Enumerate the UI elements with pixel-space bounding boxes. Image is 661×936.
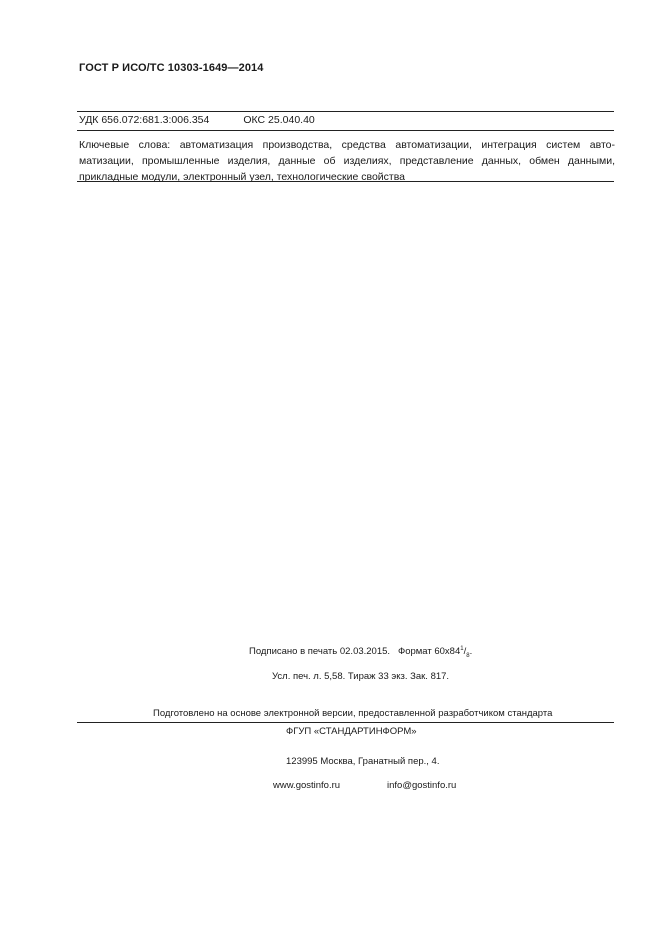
format-denominator: 8 <box>466 653 470 660</box>
keywords-line-1: Ключевые слова: автоматизация производства, средства автоматизации, интеграция систем авто- <box>79 139 615 151</box>
print-signed-line: Подписано в печать 02.03.2015. Формат $60x84^1/_8$. <box>249 646 473 660</box>
document-code: ГОСТ Р ИСО/ТС 10303-1649—2014 <box>79 62 264 74</box>
format-numerator: 1 <box>460 646 464 652</box>
divider-keywords-top <box>77 130 614 131</box>
divider-imprint <box>77 722 614 723</box>
publisher-name: ФГУП «СТАНДАРТИНФОРМ» <box>286 726 417 737</box>
publisher-address: 123995 Москва, Гранатный пер., 4. <box>286 756 440 767</box>
prepared-note: Подготовлено на основе электронной версии, предоставленной разработчиком стандарта <box>153 708 553 719</box>
okc-code: ОКС 25.040.40 <box>243 114 315 126</box>
classification-line <box>79 114 315 126</box>
website-link[interactable]: www.gostinfo.ru <box>273 780 341 791</box>
print-sheets-line: Усл. печ. л. 5,58. Тираж 33 экз. Зак. 817. <box>272 671 450 682</box>
udk-code: УДК 656.072:681.3:006.354 <box>79 114 210 126</box>
keywords-block <box>79 137 615 185</box>
print-signed-suffix: . <box>469 646 473 658</box>
keywords-line-2: матизации, промышленные изделия, данные об изделиях, представление данных, обмен данными, <box>79 155 615 167</box>
print-signed-text: Подписано в печать 02.03.2015. Формат 60x84 <box>249 646 461 658</box>
keywords-line-3: прикладные модули, электронный узел, технологические свойства <box>79 171 406 183</box>
email-link[interactable]: info@gostinfo.ru <box>387 780 457 791</box>
divider-top <box>77 111 614 112</box>
divider-keywords-bottom <box>77 181 614 182</box>
